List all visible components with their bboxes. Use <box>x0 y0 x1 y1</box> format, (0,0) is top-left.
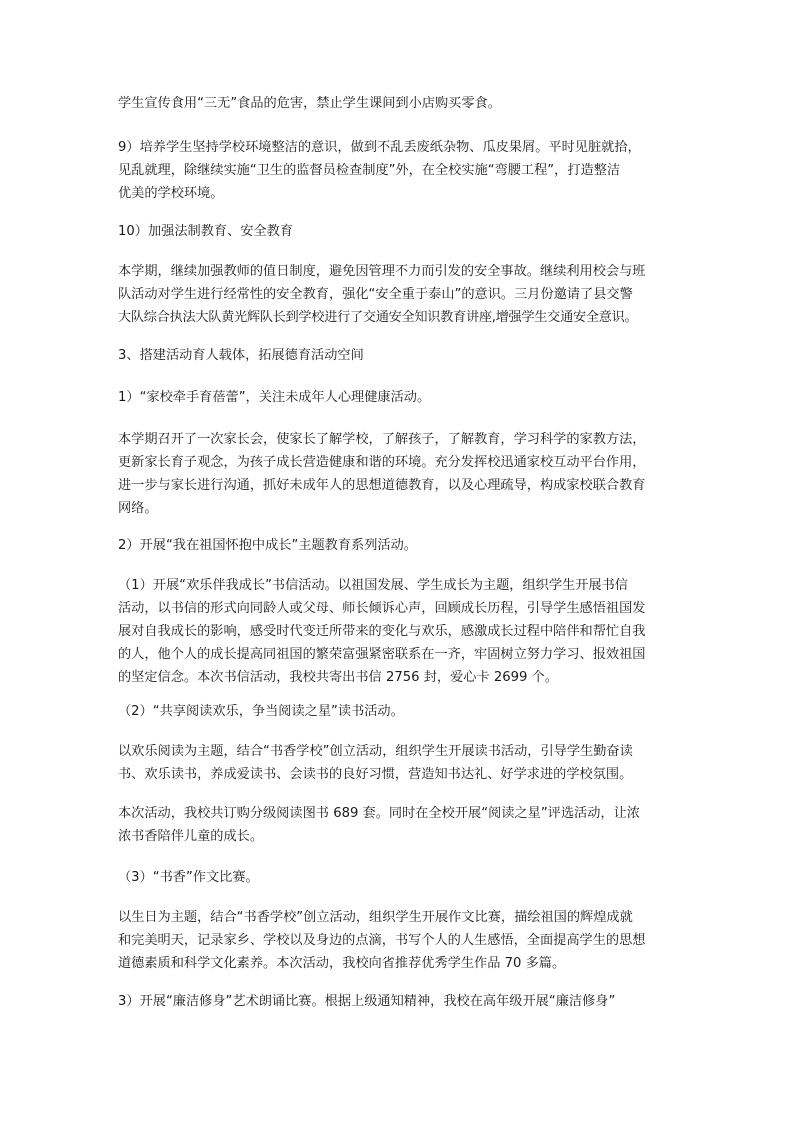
text-line: 浓书香陪伴儿童的成长。 <box>118 829 264 844</box>
paragraph <box>118 428 646 520</box>
text-line: 3）开展“廉洁修身”艺术朗诵比赛。根据上级通知精神，我校在高年级开展“廉洁修身” <box>118 994 616 1009</box>
paragraph <box>118 740 633 786</box>
paragraph <box>118 802 640 848</box>
text-line: 以欢乐阅读为主题，结合“书香学校”创立活动，组织学生开展读书活动，引导学生勤奋读 <box>118 744 633 759</box>
text-line: 活动，以书信的形式向同龄人或父母、师长倾诉心声，回顾成长历程，引导学生感悟祖国发 <box>118 601 646 616</box>
text-line: 3、搭建活动育人载体，拓展德育活动空间 <box>118 348 364 363</box>
text-line: 进一步与家长进行沟通，抓好未成年人的思想道德教育，以及心理疏导，构成家校联合教育 <box>118 478 646 493</box>
text-line: （3）“书香”作文比赛。 <box>118 870 259 885</box>
text-line: 优美的学校环境。 <box>118 186 224 201</box>
text-line: 以生日为主题，结合“书香学校”创立活动，组织学生开展作文比赛，描绘祖国的辉煌成就 <box>118 910 633 925</box>
section-heading <box>118 386 430 409</box>
text-line: 2）开展“我在祖国怀抱中成长”主题教育系列活动。 <box>118 538 417 553</box>
text-line: 网络。 <box>118 501 158 516</box>
paragraph <box>118 260 646 329</box>
text-line: 本学期召开了一次家长会，使家长了解学校，了解孩子，了解教育，学习科学的家教方法， <box>118 432 646 447</box>
section-heading <box>118 220 293 243</box>
paragraph <box>118 136 641 205</box>
text-line: 本学期，继续加强教师的值日制度，避免因管理不力而引发的安全事故。继续利用校会与班 <box>118 264 646 279</box>
paragraph <box>118 574 646 689</box>
text-line: 书、欢乐读书，养成爱读书、会读书的良好习惯，营造知书达礼、好学求进的学校氛围。 <box>118 767 633 782</box>
text-line: 10）加强法制教育、安全教育 <box>118 224 294 239</box>
paragraph <box>118 906 646 975</box>
paragraph <box>118 990 615 1013</box>
text-line: 的人，他个人的成长提高同祖国的繁荣富强紧密联系在一齐，牢固树立努力学习、报效祖国 <box>118 647 646 662</box>
section-heading <box>118 866 259 889</box>
text-line: 大队综合执法大队黄光辉队长到学校进行了交通安全知识教育讲座,增强学生交通安全意识。 <box>118 310 638 325</box>
text-line: 本次活动，我校共订购分级阅读图书 689 套。同时在全校开展“阅读之星”评选活动，让浓 <box>118 806 640 821</box>
text-line: 9）培养学生坚持学校环境整洁的意识，做到不乱丢废纸杂物、瓜皮果屑。平时见脏就拾， <box>118 140 641 155</box>
section-heading <box>118 344 364 367</box>
text-line: （2）“共享阅读欢乐，争当阅读之星”读书活动。 <box>118 704 404 719</box>
text-line: 见乱就理，除继续实施“卫生的监督员检查制度”外，在全校实施“弯腰工程”，打造整洁 <box>118 163 621 178</box>
text-line: （1）开展“欢乐伴我成长”书信活动。以祖国发展、学生成长为主题，组织学生开展书信 <box>118 578 628 593</box>
section-heading <box>118 700 404 723</box>
text-line: 展对自我成长的影响，感受时代变迁所带来的变化与欢乐，感激成长过程中陪伴和帮忙自我 <box>118 624 646 639</box>
section-heading <box>118 534 417 557</box>
text-line: 1）“家校牵手育蓓蕾”，关注未成年人心理健康活动。 <box>118 390 431 405</box>
text-line: 和完美明天，记录家乡、学校以及身边的点滴，书写个人的人生感悟，全面提高学生的思想 <box>118 933 646 948</box>
text-line: 队活动对学生进行经常性的安全教育，强化“安全重于泰山”的意识。三月份邀请了县交警 <box>118 287 633 302</box>
text-line: 学生宣传食用“三无”食品的危害，禁止学生课间到小店购买零食。 <box>118 96 501 111</box>
text-line: 更新家长育子观念，为孩子成长营造健康和谐的环境。充分发挥校迅通家校互动平台作用， <box>118 455 646 470</box>
text-line: 的坚定信念。本次书信活动，我校共寄出书信 2756 封，爱心卡 2699 个。 <box>118 670 558 685</box>
text-line: 道德素质和科学文化素养。本次活动，我校向省推荐优秀学生作品 70 多篇。 <box>118 956 566 971</box>
paragraph <box>118 92 501 115</box>
